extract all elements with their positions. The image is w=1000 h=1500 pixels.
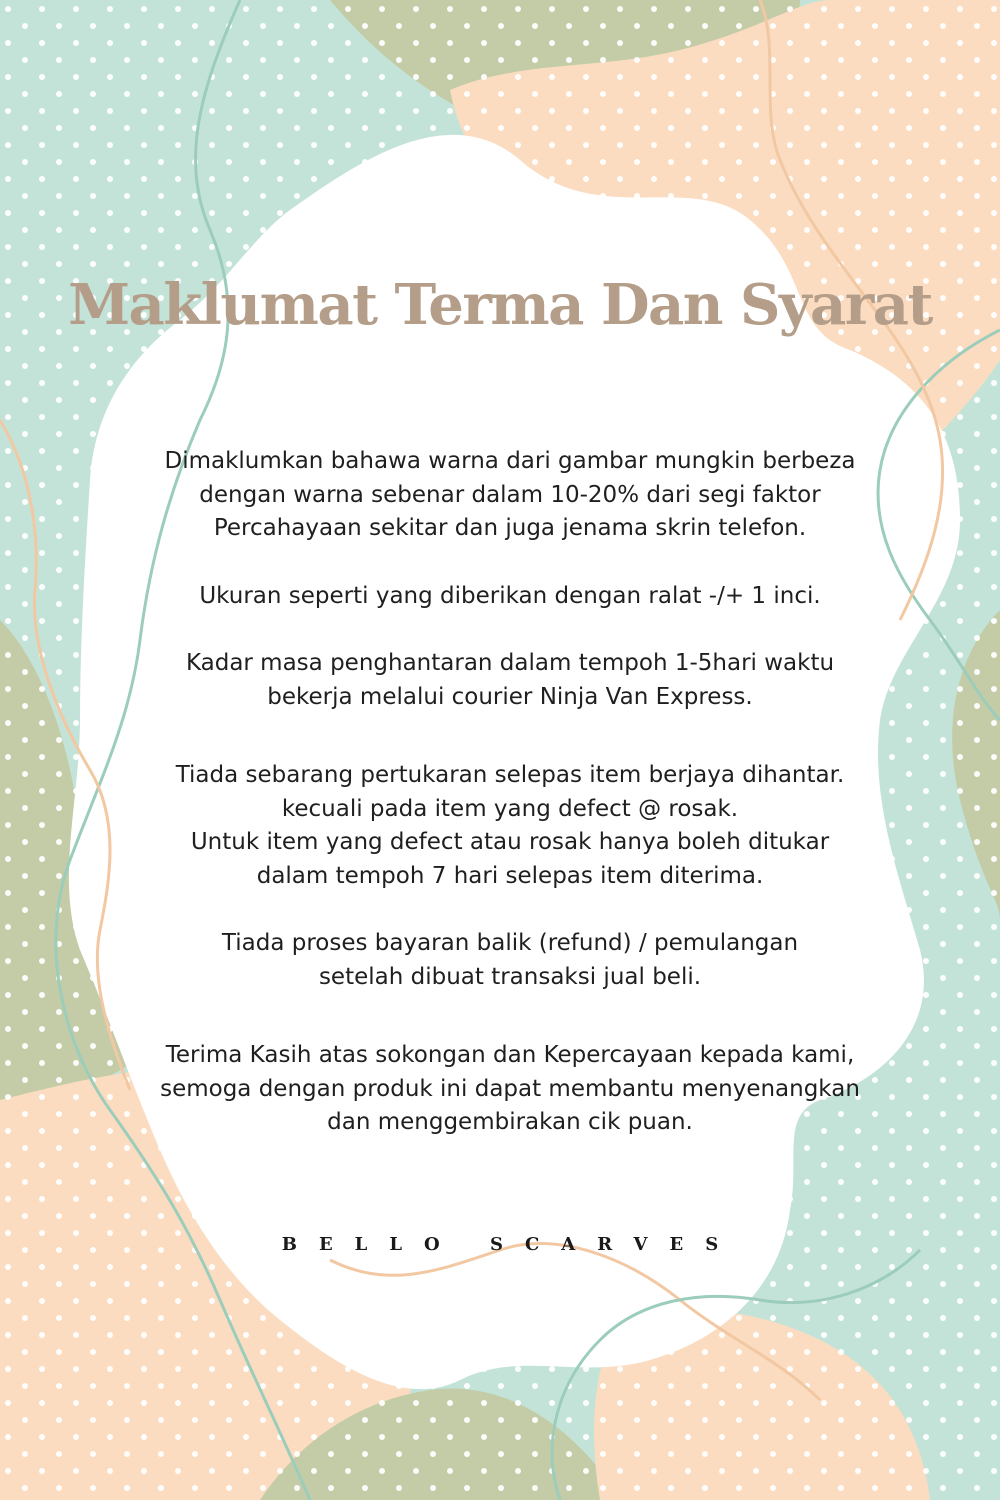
paragraph-color-notice (120, 445, 900, 546)
page-title: Maklumat Terma Dan Syarat (68, 272, 932, 338)
paragraph-thank-you (120, 1039, 900, 1140)
text-line: Terima Kasih atas sokongan dan Kepercayaan kepada kami, (165, 1042, 855, 1068)
paragraph-refund-notice (120, 927, 900, 994)
text-line: Tiada sebarang pertukaran selepas item berjaya dihantar. (175, 762, 845, 788)
text-line: Dimaklumkan bahawa warna dari gambar mungkin berbeza (164, 448, 856, 474)
text-line: Tiada proses bayaran balik (refund) / pemulangan (221, 930, 799, 956)
text-line: semoga dengan produk ini dapat membantu menyenangkan (160, 1075, 860, 1102)
text-line: Percahayaan sekitar dan juga jenama skrin telefon. (213, 515, 807, 541)
brand-signature: BELLO SCARVES (281, 1234, 741, 1255)
text-line: dalam tempoh 7 hari selepas item diterima. (256, 862, 764, 889)
text-line: kecuali pada item yang defect @ rosak. (281, 795, 739, 822)
text-line: Untuk item yang defect atau rosak hanya boleh ditukar (190, 829, 830, 855)
paragraph-size-notice (120, 580, 900, 614)
paragraph-delivery-notice (120, 647, 900, 714)
text-line: dan menggembirakan cik puan. (327, 1109, 693, 1135)
text-line: Kadar masa penghantaran dalam tempoh 1-5hari waktu (185, 650, 835, 676)
paragraph-exchange-notice (120, 759, 900, 893)
text-line: setelah dibuat transaksi jual beli. (318, 963, 702, 990)
text-line: Ukuran seperti yang diberikan dengan ralat -/+ 1 inci. (199, 582, 821, 609)
text-line: dengan warna sebenar dalam 10-20% dari segi faktor (199, 481, 821, 508)
text-line: bekerja melalui courier Ninja Van Express. (267, 683, 753, 710)
terms-content (120, 445, 900, 1140)
